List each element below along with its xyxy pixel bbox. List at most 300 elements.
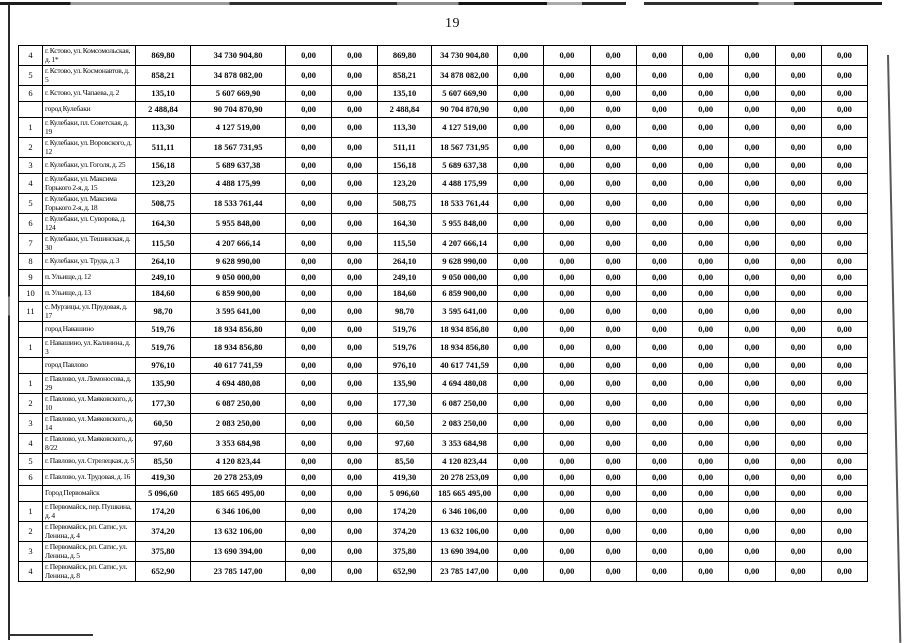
- row-number-cell: 6: [19, 470, 43, 486]
- row-number-cell: 10: [19, 286, 43, 302]
- zero-cell: 0,00: [590, 174, 636, 194]
- zero-cell: 0,00: [590, 158, 636, 174]
- zero-cell: 0,00: [590, 542, 636, 562]
- zero-cell: 0,00: [286, 414, 332, 434]
- zero-cell: 0,00: [286, 174, 332, 194]
- zero-cell: 0,00: [332, 374, 378, 394]
- zero-cell: 0,00: [286, 358, 332, 374]
- zero-cell: 0,00: [332, 358, 378, 374]
- zero-cell: 0,00: [729, 470, 775, 486]
- zero-cell: 0,00: [683, 302, 729, 322]
- zero-cell: 0,00: [332, 322, 378, 338]
- area-repeat-cell: 419,30: [378, 470, 432, 486]
- zero-cell: 0,00: [332, 454, 378, 470]
- zero-cell: 0,00: [590, 138, 636, 158]
- table-row: [19, 338, 868, 358]
- zero-cell: 0,00: [821, 286, 867, 302]
- area-cell: 123,20: [136, 174, 191, 194]
- amount-cell: 4 127 519,00: [191, 118, 286, 138]
- page-right-border: [887, 55, 901, 643]
- zero-cell: 0,00: [821, 522, 867, 542]
- amount-repeat-cell: 4 207 666,14: [432, 234, 498, 254]
- row-number-cell: 2: [19, 522, 43, 542]
- area-cell: 511,11: [136, 138, 191, 158]
- zero-cell: 0,00: [729, 286, 775, 302]
- zero-cell: 0,00: [544, 46, 590, 66]
- amount-cell: 9 050 000,00: [191, 270, 286, 286]
- zero-cell: 0,00: [729, 502, 775, 522]
- amount-cell: 185 665 495,00: [191, 486, 286, 502]
- zero-cell: 0,00: [332, 86, 378, 102]
- zero-cell: 0,00: [286, 470, 332, 486]
- area-repeat-cell: 375,80: [378, 542, 432, 562]
- zero-cell: 0,00: [775, 454, 821, 470]
- zero-cell: 0,00: [544, 394, 590, 414]
- zero-cell: 0,00: [498, 270, 544, 286]
- zero-cell: 0,00: [729, 302, 775, 322]
- address-cell: г. Павлово, ул. Трудовая, д. 16: [43, 470, 136, 486]
- zero-cell: 0,00: [544, 562, 590, 582]
- zero-cell: 0,00: [498, 158, 544, 174]
- area-repeat-cell: 135,90: [378, 374, 432, 394]
- zero-cell: 0,00: [590, 394, 636, 414]
- zero-cell: 0,00: [636, 158, 682, 174]
- zero-cell: 0,00: [636, 434, 682, 454]
- area-cell: 2 488,84: [136, 102, 191, 118]
- amount-repeat-cell: 4 488 175,99: [432, 174, 498, 194]
- zero-cell: 0,00: [544, 286, 590, 302]
- address-cell: г. Кулебаки, пл. Советская, д. 19: [43, 118, 136, 138]
- zero-cell: 0,00: [775, 174, 821, 194]
- zero-cell: 0,00: [821, 434, 867, 454]
- amount-repeat-cell: 5 689 637,38: [432, 158, 498, 174]
- table-row: [19, 174, 868, 194]
- zero-cell: 0,00: [544, 522, 590, 542]
- table-row: [19, 454, 868, 470]
- zero-cell: 0,00: [498, 102, 544, 118]
- zero-cell: 0,00: [286, 522, 332, 542]
- zero-cell: 0,00: [590, 562, 636, 582]
- zero-cell: 0,00: [286, 138, 332, 158]
- amount-repeat-cell: 6 859 900,00: [432, 286, 498, 302]
- zero-cell: 0,00: [286, 118, 332, 138]
- area-repeat-cell: 264,10: [378, 254, 432, 270]
- zero-cell: 0,00: [636, 254, 682, 270]
- zero-cell: 0,00: [590, 118, 636, 138]
- amount-cell: 34 730 904,80: [191, 46, 286, 66]
- zero-cell: 0,00: [683, 358, 729, 374]
- amount-cell: 4 488 175,99: [191, 174, 286, 194]
- zero-cell: 0,00: [683, 194, 729, 214]
- zero-cell: 0,00: [729, 454, 775, 470]
- zero-cell: 0,00: [821, 338, 867, 358]
- zero-cell: 0,00: [636, 502, 682, 522]
- amount-cell: 9 628 990,00: [191, 254, 286, 270]
- area-cell: 519,76: [136, 338, 191, 358]
- zero-cell: 0,00: [590, 194, 636, 214]
- table-row: [19, 302, 868, 322]
- zero-cell: 0,00: [286, 322, 332, 338]
- area-repeat-cell: 519,76: [378, 338, 432, 358]
- zero-cell: 0,00: [332, 542, 378, 562]
- zero-cell: 0,00: [590, 454, 636, 470]
- zero-cell: 0,00: [590, 270, 636, 286]
- zero-cell: 0,00: [286, 562, 332, 582]
- amount-repeat-cell: 5 955 848,00: [432, 214, 498, 234]
- zero-cell: 0,00: [286, 434, 332, 454]
- area-cell: 652,90: [136, 562, 191, 582]
- address-cell: город Кулебаки: [43, 102, 136, 118]
- zero-cell: 0,00: [590, 286, 636, 302]
- zero-cell: 0,00: [683, 214, 729, 234]
- area-cell: 375,80: [136, 542, 191, 562]
- zero-cell: 0,00: [498, 502, 544, 522]
- zero-cell: 0,00: [590, 86, 636, 102]
- zero-cell: 0,00: [332, 66, 378, 86]
- zero-cell: 0,00: [498, 46, 544, 66]
- area-repeat-cell: 511,11: [378, 138, 432, 158]
- amount-repeat-cell: 185 665 495,00: [432, 486, 498, 502]
- address-cell: г. Кулебаки, ул. Гоголя, д. 25: [43, 158, 136, 174]
- row-number-cell: [19, 486, 43, 502]
- area-repeat-cell: 113,30: [378, 118, 432, 138]
- amount-repeat-cell: 9 628 990,00: [432, 254, 498, 270]
- row-number-cell: 1: [19, 118, 43, 138]
- zero-cell: 0,00: [683, 374, 729, 394]
- amount-cell: 90 704 870,90: [191, 102, 286, 118]
- amount-repeat-cell: 18 567 731,95: [432, 138, 498, 158]
- zero-cell: 0,00: [498, 66, 544, 86]
- zero-cell: 0,00: [332, 174, 378, 194]
- zero-cell: 0,00: [821, 394, 867, 414]
- zero-cell: 0,00: [498, 434, 544, 454]
- amount-repeat-cell: 4 694 480,08: [432, 374, 498, 394]
- zero-cell: 0,00: [544, 86, 590, 102]
- zero-cell: 0,00: [821, 270, 867, 286]
- area-cell: 869,80: [136, 46, 191, 66]
- zero-cell: 0,00: [729, 86, 775, 102]
- zero-cell: 0,00: [286, 254, 332, 270]
- zero-cell: 0,00: [775, 358, 821, 374]
- page-number: 19: [445, 16, 460, 31]
- zero-cell: 0,00: [636, 562, 682, 582]
- area-cell: 858,21: [136, 66, 191, 86]
- row-number-cell: 5: [19, 194, 43, 214]
- zero-cell: 0,00: [683, 434, 729, 454]
- row-number-cell: 8: [19, 254, 43, 270]
- area-repeat-cell: 164,30: [378, 214, 432, 234]
- zero-cell: 0,00: [821, 138, 867, 158]
- zero-cell: 0,00: [821, 374, 867, 394]
- amount-repeat-cell: 3 595 641,00: [432, 302, 498, 322]
- zero-cell: 0,00: [590, 358, 636, 374]
- zero-cell: 0,00: [636, 194, 682, 214]
- area-repeat-cell: 174,20: [378, 502, 432, 522]
- zero-cell: 0,00: [729, 254, 775, 270]
- zero-cell: 0,00: [683, 486, 729, 502]
- zero-cell: 0,00: [498, 254, 544, 270]
- zero-cell: 0,00: [544, 542, 590, 562]
- zero-cell: 0,00: [544, 118, 590, 138]
- zero-cell: 0,00: [286, 158, 332, 174]
- zero-cell: 0,00: [729, 394, 775, 414]
- address-cell: г. Павлово, ул. Маяковского, д. 8/22: [43, 434, 136, 454]
- zero-cell: 0,00: [729, 338, 775, 358]
- zero-cell: 0,00: [590, 470, 636, 486]
- zero-cell: 0,00: [544, 470, 590, 486]
- zero-cell: 0,00: [332, 270, 378, 286]
- row-number-cell: [19, 322, 43, 338]
- zero-cell: 0,00: [775, 254, 821, 270]
- zero-cell: 0,00: [544, 374, 590, 394]
- table-row: [19, 414, 868, 434]
- area-repeat-cell: 652,90: [378, 562, 432, 582]
- zero-cell: 0,00: [332, 158, 378, 174]
- table-row: [19, 46, 868, 66]
- zero-cell: 0,00: [498, 522, 544, 542]
- zero-cell: 0,00: [636, 46, 682, 66]
- zero-cell: 0,00: [332, 470, 378, 486]
- zero-cell: 0,00: [332, 286, 378, 302]
- zero-cell: 0,00: [544, 234, 590, 254]
- amount-cell: 6 346 106,00: [191, 502, 286, 522]
- area-cell: 156,18: [136, 158, 191, 174]
- zero-cell: 0,00: [332, 194, 378, 214]
- zero-cell: 0,00: [636, 234, 682, 254]
- zero-cell: 0,00: [683, 102, 729, 118]
- zero-cell: 0,00: [775, 542, 821, 562]
- zero-cell: 0,00: [683, 46, 729, 66]
- zero-cell: 0,00: [775, 46, 821, 66]
- area-repeat-cell: 249,10: [378, 270, 432, 286]
- zero-cell: 0,00: [332, 102, 378, 118]
- area-cell: 184,60: [136, 286, 191, 302]
- amount-cell: 5 689 637,38: [191, 158, 286, 174]
- amount-cell: 3 595 641,00: [191, 302, 286, 322]
- address-cell: с. Мурзицы, ул. Прудовая, д. 17: [43, 302, 136, 322]
- zero-cell: 0,00: [729, 486, 775, 502]
- row-number-cell: 7: [19, 234, 43, 254]
- zero-cell: 0,00: [636, 542, 682, 562]
- zero-cell: 0,00: [683, 174, 729, 194]
- address-cell: г. Кстово, ул. Космонавтов, д. 5: [43, 66, 136, 86]
- zero-cell: 0,00: [332, 434, 378, 454]
- area-repeat-cell: 177,30: [378, 394, 432, 414]
- table-row-group: [19, 358, 868, 374]
- zero-cell: 0,00: [590, 338, 636, 358]
- zero-cell: 0,00: [636, 470, 682, 486]
- scan-artifact-top-edge: [0, 2, 882, 5]
- page-left-border: [8, 4, 10, 640]
- zero-cell: 0,00: [683, 86, 729, 102]
- zero-cell: 0,00: [683, 118, 729, 138]
- zero-cell: 0,00: [590, 522, 636, 542]
- zero-cell: 0,00: [286, 234, 332, 254]
- zero-cell: 0,00: [775, 138, 821, 158]
- amount-repeat-cell: 18 934 856,80: [432, 338, 498, 358]
- zero-cell: 0,00: [544, 102, 590, 118]
- area-repeat-cell: 184,60: [378, 286, 432, 302]
- table-row: [19, 158, 868, 174]
- zero-cell: 0,00: [332, 118, 378, 138]
- amount-cell: 6 859 900,00: [191, 286, 286, 302]
- zero-cell: 0,00: [636, 286, 682, 302]
- area-repeat-cell: 98,70: [378, 302, 432, 322]
- zero-cell: 0,00: [683, 562, 729, 582]
- zero-cell: 0,00: [729, 374, 775, 394]
- zero-cell: 0,00: [821, 322, 867, 338]
- table-row: [19, 270, 868, 286]
- amount-cell: 18 934 856,80: [191, 322, 286, 338]
- zero-cell: 0,00: [729, 66, 775, 86]
- amount-repeat-cell: 34 730 904,80: [432, 46, 498, 66]
- scan-artifact-bottom-left: [8, 634, 93, 636]
- area-cell: 85,50: [136, 454, 191, 470]
- zero-cell: 0,00: [821, 470, 867, 486]
- amount-repeat-cell: 5 607 669,90: [432, 86, 498, 102]
- amount-repeat-cell: 18 934 856,80: [432, 322, 498, 338]
- zero-cell: 0,00: [636, 358, 682, 374]
- zero-cell: 0,00: [775, 194, 821, 214]
- zero-cell: 0,00: [590, 322, 636, 338]
- zero-cell: 0,00: [544, 214, 590, 234]
- zero-cell: 0,00: [775, 66, 821, 86]
- zero-cell: 0,00: [332, 46, 378, 66]
- address-cell: г. Кстово, ул. Комсомольская, д. 1*: [43, 46, 136, 66]
- zero-cell: 0,00: [636, 214, 682, 234]
- zero-cell: 0,00: [544, 138, 590, 158]
- zero-cell: 0,00: [590, 46, 636, 66]
- zero-cell: 0,00: [821, 486, 867, 502]
- area-cell: 374,20: [136, 522, 191, 542]
- zero-cell: 0,00: [636, 66, 682, 86]
- zero-cell: 0,00: [544, 434, 590, 454]
- row-number-cell: 6: [19, 214, 43, 234]
- zero-cell: 0,00: [821, 174, 867, 194]
- zero-cell: 0,00: [821, 358, 867, 374]
- amount-repeat-cell: 3 353 684,98: [432, 434, 498, 454]
- zero-cell: 0,00: [775, 302, 821, 322]
- zero-cell: 0,00: [821, 502, 867, 522]
- zero-cell: 0,00: [636, 338, 682, 358]
- zero-cell: 0,00: [544, 158, 590, 174]
- row-number-cell: 5: [19, 454, 43, 470]
- table-body: [19, 46, 868, 582]
- amount-cell: 5 955 848,00: [191, 214, 286, 234]
- zero-cell: 0,00: [775, 486, 821, 502]
- amount-cell: 4 207 666,14: [191, 234, 286, 254]
- address-cell: г. Первомайск, рп. Сатис, ул. Ленина, д. 5: [43, 542, 136, 562]
- area-repeat-cell: 2 488,84: [378, 102, 432, 118]
- zero-cell: 0,00: [775, 234, 821, 254]
- zero-cell: 0,00: [636, 302, 682, 322]
- amount-repeat-cell: 13 632 106,00: [432, 522, 498, 542]
- zero-cell: 0,00: [683, 470, 729, 486]
- area-cell: 976,10: [136, 358, 191, 374]
- area-cell: 164,30: [136, 214, 191, 234]
- zero-cell: 0,00: [544, 174, 590, 194]
- table-row: [19, 374, 868, 394]
- zero-cell: 0,00: [590, 214, 636, 234]
- amount-repeat-cell: 13 690 394,00: [432, 542, 498, 562]
- table-row: [19, 86, 868, 102]
- zero-cell: 0,00: [636, 394, 682, 414]
- zero-cell: 0,00: [544, 502, 590, 522]
- zero-cell: 0,00: [286, 338, 332, 358]
- zero-cell: 0,00: [590, 486, 636, 502]
- area-cell: 113,30: [136, 118, 191, 138]
- zero-cell: 0,00: [498, 194, 544, 214]
- zero-cell: 0,00: [683, 338, 729, 358]
- amount-repeat-cell: 20 278 253,09: [432, 470, 498, 486]
- amount-repeat-cell: 4 120 823,44: [432, 454, 498, 470]
- table-row: [19, 138, 868, 158]
- zero-cell: 0,00: [286, 542, 332, 562]
- amount-cell: 2 083 250,00: [191, 414, 286, 434]
- zero-cell: 0,00: [729, 562, 775, 582]
- zero-cell: 0,00: [498, 286, 544, 302]
- zero-cell: 0,00: [332, 302, 378, 322]
- table-row: [19, 562, 868, 582]
- zero-cell: 0,00: [636, 486, 682, 502]
- row-number-cell: 1: [19, 374, 43, 394]
- address-cell: г. Кстово, ул. Чапаева, д. 2: [43, 86, 136, 102]
- zero-cell: 0,00: [498, 542, 544, 562]
- zero-cell: 0,00: [544, 454, 590, 470]
- zero-cell: 0,00: [821, 562, 867, 582]
- amount-cell: 18 567 731,95: [191, 138, 286, 158]
- zero-cell: 0,00: [332, 486, 378, 502]
- zero-cell: 0,00: [590, 434, 636, 454]
- zero-cell: 0,00: [683, 502, 729, 522]
- row-number-cell: 9: [19, 270, 43, 286]
- row-number-cell: 5: [19, 66, 43, 86]
- row-number-cell: 3: [19, 414, 43, 434]
- zero-cell: 0,00: [729, 102, 775, 118]
- area-cell: 419,30: [136, 470, 191, 486]
- zero-cell: 0,00: [729, 542, 775, 562]
- zero-cell: 0,00: [821, 454, 867, 470]
- zero-cell: 0,00: [729, 214, 775, 234]
- zero-cell: 0,00: [821, 194, 867, 214]
- zero-cell: 0,00: [332, 234, 378, 254]
- zero-cell: 0,00: [498, 322, 544, 338]
- amount-repeat-cell: 6 087 250,00: [432, 394, 498, 414]
- zero-cell: 0,00: [729, 522, 775, 542]
- area-cell: 264,10: [136, 254, 191, 270]
- zero-cell: 0,00: [821, 118, 867, 138]
- zero-cell: 0,00: [544, 66, 590, 86]
- zero-cell: 0,00: [544, 486, 590, 502]
- zero-cell: 0,00: [775, 286, 821, 302]
- amount-cell: 6 087 250,00: [191, 394, 286, 414]
- zero-cell: 0,00: [775, 86, 821, 102]
- zero-cell: 0,00: [286, 194, 332, 214]
- zero-cell: 0,00: [498, 414, 544, 434]
- area-repeat-cell: 858,21: [378, 66, 432, 86]
- zero-cell: 0,00: [683, 322, 729, 338]
- zero-cell: 0,00: [683, 138, 729, 158]
- zero-cell: 0,00: [498, 86, 544, 102]
- area-cell: 60,50: [136, 414, 191, 434]
- amount-cell: 13 632 106,00: [191, 522, 286, 542]
- area-repeat-cell: 869,80: [378, 46, 432, 66]
- zero-cell: 0,00: [636, 374, 682, 394]
- zero-cell: 0,00: [683, 454, 729, 470]
- zero-cell: 0,00: [332, 254, 378, 270]
- zero-cell: 0,00: [775, 214, 821, 234]
- zero-cell: 0,00: [590, 254, 636, 270]
